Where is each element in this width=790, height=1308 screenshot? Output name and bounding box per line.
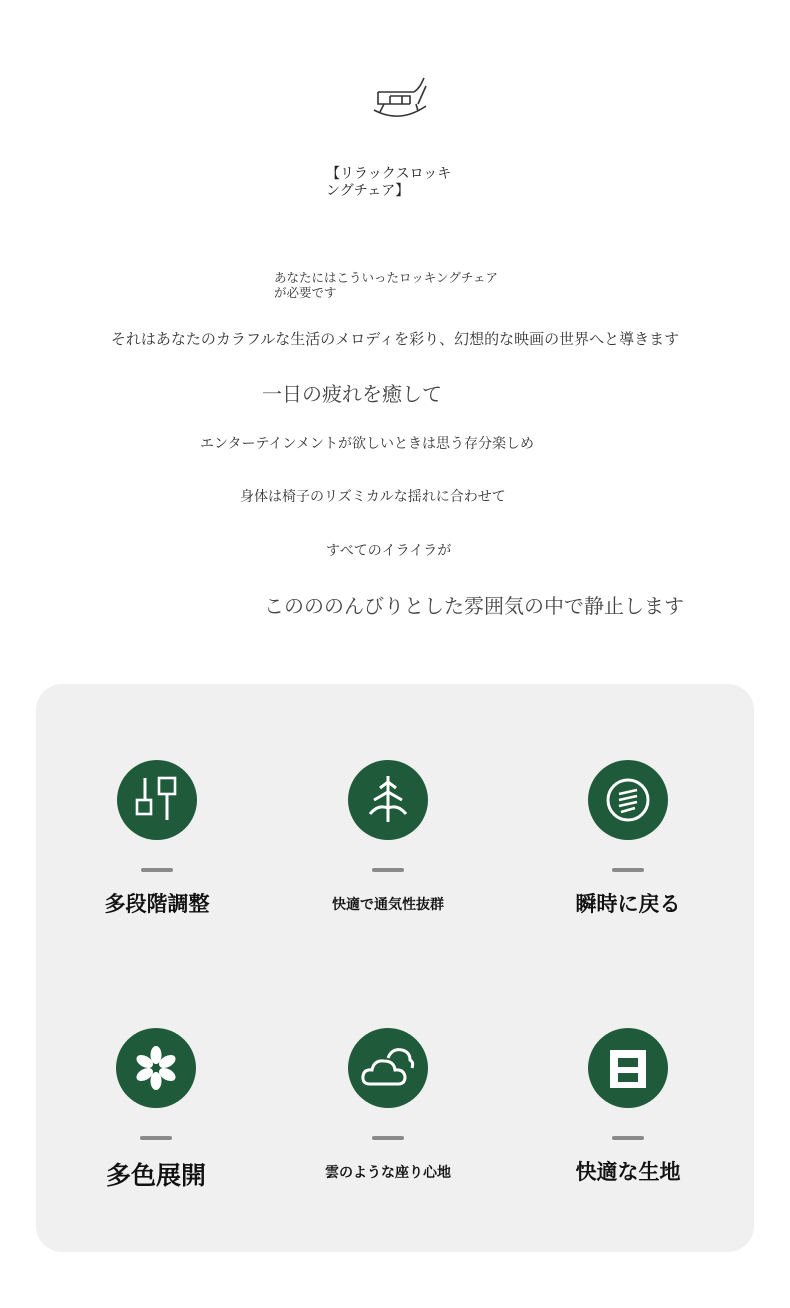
feature-label: 多色展開 xyxy=(105,1161,206,1190)
body-line-1: それはあなたのカラフルな生活のメロディを彩り、幻想的な映画の世界へと導きます xyxy=(110,330,680,348)
body-line-3: エンターテインメントが欲しいときは思う存分楽しめ xyxy=(200,436,535,452)
intro-line-2: が必要です xyxy=(274,285,337,300)
feature-label: 快適で通気性抜群 xyxy=(332,897,444,913)
body-line-4: 身体は椅子のリズミカルな揺れに合わせて xyxy=(240,489,506,505)
features-panel xyxy=(36,684,754,1252)
feature-ventilation xyxy=(268,760,508,940)
title-line-1: 【リラックスロッキ xyxy=(326,166,452,182)
feature-label: 多段階調整 xyxy=(104,892,210,916)
cloud-icon xyxy=(348,1028,428,1108)
intro-line-1: あなたにはこういったロッキングチェア xyxy=(274,270,499,285)
body-line-2: 一日の疲れを癒して xyxy=(262,382,442,406)
feature-label: 雲のような座り心地 xyxy=(325,1165,451,1181)
spring-return-icon xyxy=(588,760,668,840)
feature-comfort-fabric xyxy=(508,1028,748,1208)
divider-dash xyxy=(372,1136,404,1140)
adjust-sliders-icon xyxy=(117,760,197,840)
ventilation-tree-icon xyxy=(348,760,428,840)
divider-dash xyxy=(141,868,173,872)
flower-colors-icon xyxy=(116,1028,196,1108)
fabric-sun-icon xyxy=(588,1028,668,1108)
feature-multi-adjust xyxy=(37,760,277,940)
product-title xyxy=(326,166,496,200)
body-line-6: このののんびりとした雰囲気の中で静止します xyxy=(264,594,684,618)
divider-dash xyxy=(612,868,644,872)
intro-text xyxy=(274,270,544,300)
divider-dash xyxy=(612,1136,644,1140)
feature-label: 瞬時に戻る xyxy=(575,892,681,916)
feature-label: 快適な生地 xyxy=(575,1160,681,1184)
divider-dash xyxy=(140,1136,172,1140)
divider-dash xyxy=(372,868,404,872)
feature-cloud-comfort xyxy=(268,1028,508,1208)
feature-instant-return xyxy=(508,760,748,940)
rocking-chair-icon xyxy=(370,74,430,124)
title-line-2: ングチェア】 xyxy=(326,183,410,199)
body-line-5: すべてのイライラが xyxy=(326,543,452,559)
feature-multi-color xyxy=(36,1028,276,1208)
